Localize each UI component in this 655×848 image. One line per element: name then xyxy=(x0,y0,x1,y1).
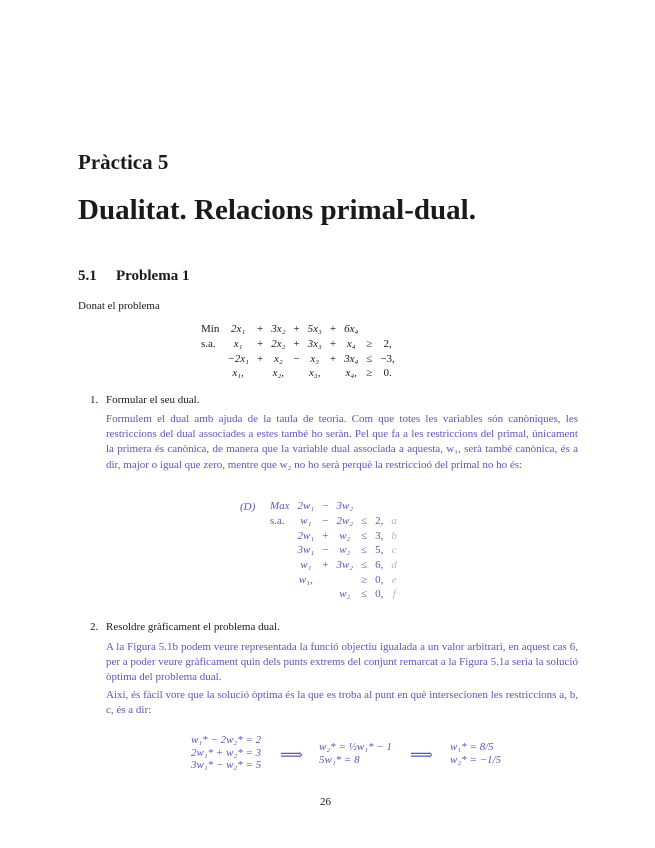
lp-cell: ≥ xyxy=(366,367,373,380)
lp-cell: w₁ xyxy=(300,515,312,528)
lp-cell xyxy=(332,572,357,587)
lp-cell xyxy=(387,499,401,514)
lp-cell: 2, xyxy=(383,338,392,351)
lp-cell: Min xyxy=(201,323,220,336)
lp-cell: x₄, xyxy=(345,367,357,380)
item-2 xyxy=(90,621,280,633)
lp-cell: 3w₂ xyxy=(336,559,354,572)
lp-cell: ≤ xyxy=(361,559,368,572)
lp-cell: − xyxy=(293,352,300,365)
lp-cell: + xyxy=(256,338,264,351)
lp-cell xyxy=(289,366,303,381)
lp-cell: w₁ xyxy=(300,559,312,572)
system-eq: w₁* − 2w₂* = 2 xyxy=(191,734,262,746)
item-1 xyxy=(90,394,199,406)
lp-cell: 2x₂ xyxy=(271,338,286,351)
lp-cell xyxy=(326,366,340,381)
section-number: 5.1 xyxy=(78,268,97,284)
lp-cell: d xyxy=(391,559,397,572)
lp-cell: x₁ xyxy=(233,338,243,351)
lp-cell: + xyxy=(256,323,264,336)
lp-cell xyxy=(376,322,398,337)
lp-cell: 5x₃ xyxy=(307,323,322,336)
lp-cell xyxy=(266,543,294,558)
item-2-text: Resoldre gràficament el problema dual. xyxy=(106,621,280,633)
chapter-title: Dualitat. Relacions primal-dual. xyxy=(78,194,476,226)
lp-row xyxy=(197,366,399,381)
lp-cell: −2x₁ xyxy=(227,352,249,365)
lp-cell: x₂, xyxy=(272,367,285,380)
dual-label: (D) xyxy=(240,501,256,513)
item-1-answer: Formulem el dual amb ajuda de la taula de teoria. Com que totes les variables són canòniques, les restriccions del dual associades a estes també ho seràn. Pel que fa a les restriccions del primal, únicament la primera és canònica, de manera que la variable dual associada a aquesta, w₁, serà també canònica, és a dir, major o igual que zero, mentre que w₂ no ho serà perquè la restriccioó del primal no ho és: xyxy=(106,413,578,471)
lp-cell: 5, xyxy=(375,544,384,557)
lp-cell: + xyxy=(329,323,337,336)
lp-cell: − xyxy=(322,544,329,557)
lp-cell: x₄ xyxy=(346,338,356,351)
lp-cell: + xyxy=(329,352,337,365)
lp-cell: b xyxy=(391,529,397,542)
system-eq: 5w₁* = 8 xyxy=(319,753,360,766)
lp-cell: 0. xyxy=(383,367,392,380)
lp-row xyxy=(266,587,401,602)
lp-row xyxy=(266,528,401,543)
lp-cell: e xyxy=(391,573,397,586)
primal-problem xyxy=(197,322,399,381)
lp-cell xyxy=(266,528,294,543)
lp-cell xyxy=(371,499,387,514)
lp-cell: + xyxy=(322,559,329,572)
section-title: Problema 1 xyxy=(116,268,190,284)
lp-cell: − xyxy=(322,515,329,528)
lp-cell xyxy=(357,499,371,514)
lp-cell: ≤ xyxy=(361,515,368,528)
lp-cell: ≤ xyxy=(361,529,368,542)
lp-cell: + xyxy=(256,352,264,365)
lp-cell xyxy=(266,572,294,587)
lp-cell: w₂ xyxy=(339,529,351,542)
chapter-label: Pràctica 5 xyxy=(78,150,169,174)
lp-cell: s.a. xyxy=(201,338,216,351)
lp-cell: f xyxy=(392,588,396,601)
lp-cell: + xyxy=(293,338,300,351)
lp-cell: ≤ xyxy=(361,588,368,601)
lp-cell: c xyxy=(391,544,397,557)
lp-cell: ≤ xyxy=(361,544,368,557)
lp-cell: w₂ xyxy=(339,588,351,601)
section-heading xyxy=(78,268,189,285)
lp-row xyxy=(197,351,399,366)
intro-text: Donat el problema xyxy=(78,300,160,312)
lp-row xyxy=(266,499,401,514)
lp-cell: 2, xyxy=(375,515,384,528)
lp-cell xyxy=(253,366,267,381)
lp-cell: x₂ xyxy=(273,352,283,365)
lp-cell: 3x₃ xyxy=(307,338,322,351)
system-eq: w₂* = ½w₁* − 1 xyxy=(319,741,392,753)
lp-cell: 3, xyxy=(375,529,384,542)
lp-row xyxy=(266,543,401,558)
implies-arrow: ⟹ xyxy=(280,745,303,764)
lp-cell: 6x₄ xyxy=(344,323,359,336)
lp-cell xyxy=(197,351,223,366)
item-2-answer-1: A la Figura 5.1b podem veure representada la funció objectiu igualada a un valor arbitrari, en aquest cas 6, per a poder veure gràficament quin dels punts extrems del conjunt remarcat a la Figura 5.1a seria la solució òptima del problema dual. xyxy=(106,641,578,684)
lp-row xyxy=(266,558,401,573)
dual-problem xyxy=(266,499,401,602)
lp-cell: s.a. xyxy=(270,515,285,528)
lp-row xyxy=(266,572,401,587)
lp-cell xyxy=(362,322,376,337)
lp-cell: 0, xyxy=(375,573,384,586)
lp-cell: w₁, xyxy=(298,573,313,586)
lp-cell xyxy=(318,587,332,602)
lp-cell: −3, xyxy=(380,352,395,365)
lp-cell: 2w₁ xyxy=(297,529,315,542)
lp-cell: w₂ xyxy=(339,544,351,557)
lp-cell: a xyxy=(391,515,397,528)
system-col-1 xyxy=(191,734,261,772)
lp-cell: 2x₁ xyxy=(231,323,246,336)
lp-cell: Max xyxy=(270,500,290,513)
lp-cell: 6, xyxy=(375,559,384,572)
item-2-number: 2. xyxy=(90,621,99,633)
lp-cell: x₃, xyxy=(309,367,321,380)
lp-row xyxy=(266,514,401,529)
lp-cell xyxy=(294,587,319,602)
lp-cell: x₃ xyxy=(310,352,320,365)
lp-cell: 3w₁ xyxy=(297,544,315,557)
lp-cell: 2w₂ xyxy=(336,515,354,528)
lp-row xyxy=(197,322,399,337)
lp-cell: 3w₂ xyxy=(336,500,354,513)
lp-cell: x₁, xyxy=(232,367,244,380)
lp-cell: + xyxy=(329,338,337,351)
system-eq: w₁* = 8/5 xyxy=(450,741,494,753)
implies-arrow: ⟹ xyxy=(410,745,433,764)
system-col-2 xyxy=(319,741,392,766)
system-col-3 xyxy=(450,741,501,766)
lp-cell: + xyxy=(322,529,329,542)
system-eq: 2w₁* + w₂* = 3 xyxy=(191,746,262,759)
lp-cell xyxy=(318,572,332,587)
lp-cell: − xyxy=(322,500,329,513)
item-1-number: 1. xyxy=(90,394,99,406)
item-1-text: Formular el seu dual. xyxy=(106,394,200,406)
lp-cell: ≥ xyxy=(366,338,373,351)
lp-cell: 0, xyxy=(375,588,384,601)
lp-row xyxy=(197,337,399,352)
lp-cell xyxy=(266,587,294,602)
lp-cell xyxy=(197,366,223,381)
lp-cell: 3x₄ xyxy=(344,352,359,365)
lp-cell: ≤ xyxy=(366,352,373,365)
lp-cell: ≥ xyxy=(361,573,368,586)
lp-cell: 2w₁ xyxy=(297,500,315,513)
page-number: 26 xyxy=(320,796,331,808)
lp-cell xyxy=(266,558,294,573)
lp-cell: 3x₂ xyxy=(271,323,286,336)
system-eq: 3w₁* − w₂* = 5 xyxy=(191,759,262,771)
lp-cell: + xyxy=(293,323,300,336)
item-2-answer-2: Així, és fàcil vore que la solució òptima és la que es troba al punt en què intersecionen les restriccions a, b, c, és a dir: xyxy=(106,689,578,717)
system-eq: w₂* = −1/5 xyxy=(450,753,502,766)
